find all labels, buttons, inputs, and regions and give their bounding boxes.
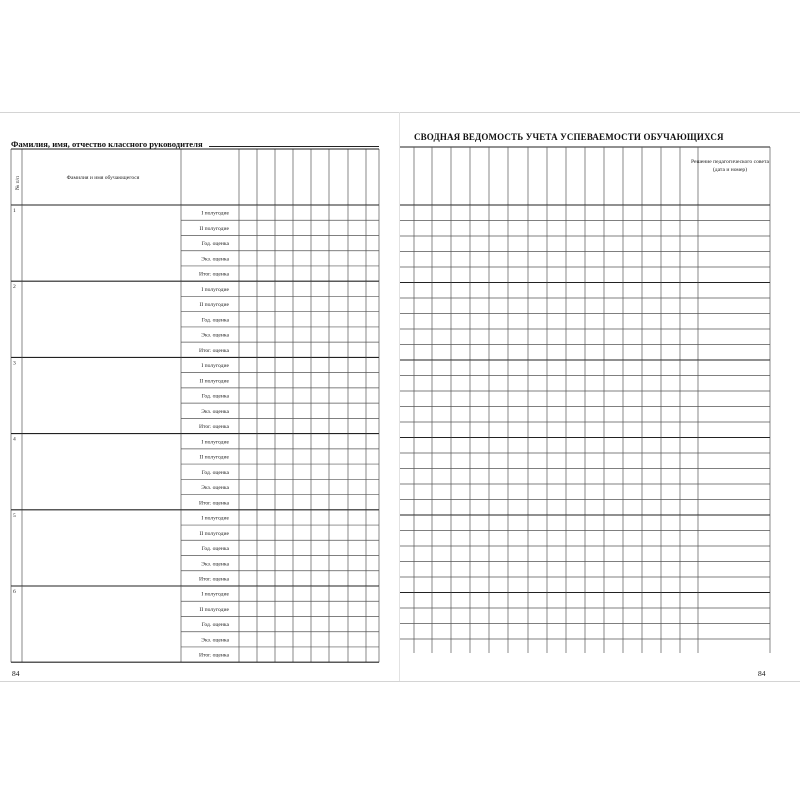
grade-period-label: I полугодие [201,210,229,217]
page-number-left: 84 [12,669,20,678]
grade-period-label: Итог. оценка [198,576,229,583]
grade-period-label: Экз. оценка [201,637,229,644]
book-gutter [399,112,400,681]
journal-spread [0,112,800,682]
grade-period-label: Итог. оценка [198,424,229,431]
student-row-number: 1 [13,208,16,214]
grade-period-label: Экз. оценка [201,256,229,263]
summary-grades-table [400,113,800,681]
grade-period-label: Экз. оценка [201,332,229,339]
grade-period-label: Экз. оценка [201,485,229,492]
grade-period-label: Год. оценка [201,546,229,553]
name-column-header: Фамилия и имя обучающегося [66,175,140,181]
grade-period-label: II полугодие [199,606,229,613]
student-row-number: 5 [13,512,16,519]
grade-period-label: Экз. оценка [201,561,229,568]
grade-period-label: II полугодие [199,378,229,385]
grade-period-label: II полугодие [199,530,229,537]
grade-period-label: Год. оценка [201,469,229,476]
class-teacher-label: Фамилия, имя, отчество классного руководителя [11,139,203,149]
grade-period-label: Год. оценка [201,622,229,629]
student-row-number: 6 [13,589,16,595]
council-decision-header: Решение педагогического совета (дата и номер) [690,159,769,173]
student-row-number: 2 [13,284,16,291]
grade-period-label: Год. оценка [201,393,229,400]
grade-period-label: II полугодие [199,225,229,232]
grade-period-label: I полугодие [201,439,229,446]
grade-period-label: Итог. оценка [198,652,229,659]
grade-period-label: Итог. оценка [198,500,229,507]
grade-period-label: I полугодие [201,515,229,522]
student-grades-table [0,113,399,681]
grade-period-label: I полугодие [201,591,229,598]
right-page [400,113,800,681]
grade-period-label: II полугодие [199,454,229,461]
summary-sheet-title: СВОДНАЯ ВЕДОМОСТЬ УЧЕТА УСПЕВАЕМОСТИ ОБУЧАЮЩИХСЯ [414,132,724,142]
grade-period-label: Итог. оценка [198,271,229,278]
number-column-header: № п/п [15,175,21,191]
grade-period-label: Год. оценка [201,317,229,324]
grade-period-label: Итог. оценка [198,347,229,354]
left-page [0,113,399,681]
grade-period-label: Год. оценка [201,241,229,248]
grade-period-label: II полугодие [199,302,229,309]
student-row-number: 3 [13,360,16,367]
grade-period-label: Экз. оценка [201,408,229,415]
student-row-number: 4 [13,436,16,443]
grade-period-label: I полугодие [201,286,229,293]
grade-period-label: I полугодие [201,363,229,370]
page-number-right: 84 [758,669,766,678]
